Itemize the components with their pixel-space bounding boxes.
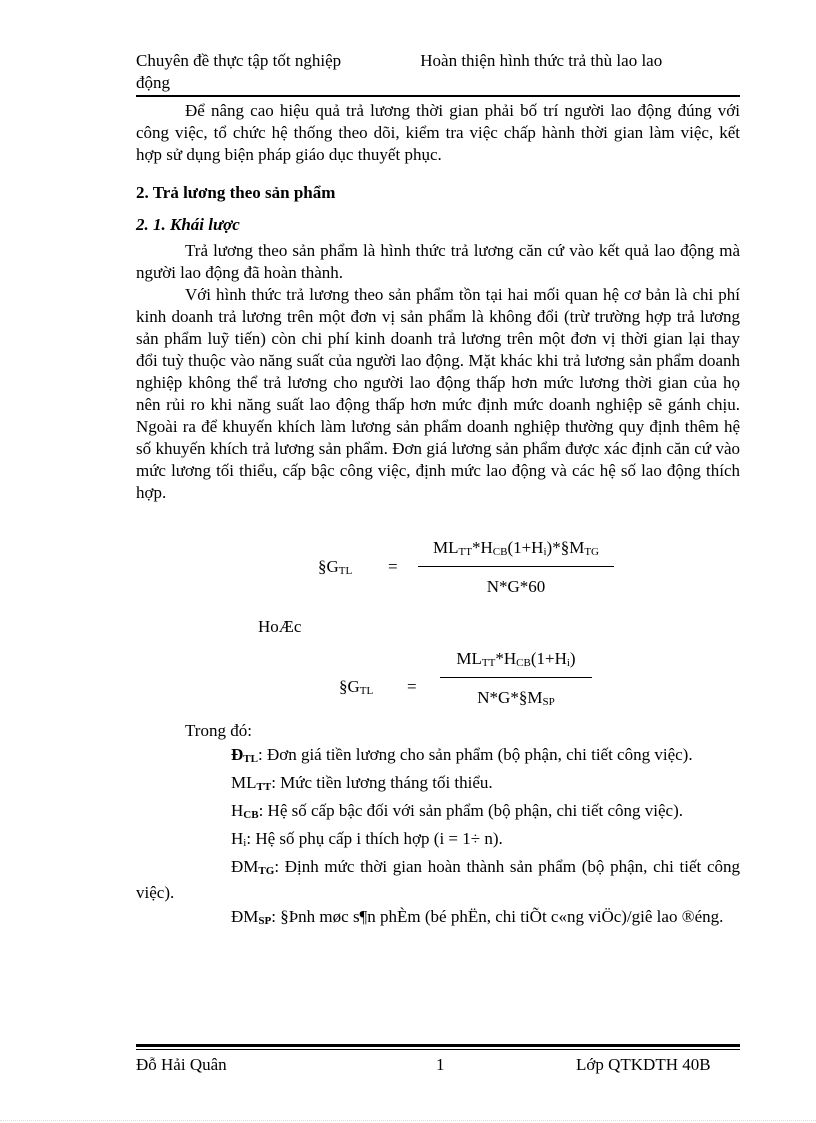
formula-2-numerator: $ML_{TT}*H_{CB}(1+H_i)$ [456, 649, 576, 669]
formula-2-bar [440, 677, 592, 678]
formula-1-fraction [418, 538, 614, 597]
definition-item: $ML_{TT}$: Mức tiền lương tháng tối thiểu. [231, 773, 493, 793]
footer-class: Lớp QTKDTH 40B [576, 1055, 711, 1074]
paragraph-2: Với hình thức trả lương theo sản phẩm tồn tại hai mối quan hệ cơ bản là chi phí kinh doanh trả lương trên một đơn vị sản phẩm là không đổi (trừ trường hợp trả lương sản phẩm luỹ tiến) còn chi phí kinh doanh trả lương trên một đơn vị thời gian lại thay đổi tuỳ thuộc vào năng suất của người lao động. Mặt khác khi trả lương sản phẩm doanh nghiệp không thể trả lương cho người lao động thấp hơn mức lương thời gian của họ nên rủi ro khi năng suất lao động thấp hơn mức định mức doanh nghiệp sẽ gánh chịu. Ngoài ra để khuyến khích làm lương sản phẩm doanh nghiệp thường quy định thêm hệ số khuyến khích trả lương sản phẩm. Đơn giá lương sản phẩm được xác định căn cứ vào mức lương tối thiểu, cấp bậc công việc, định mức lao động và các hệ số lao động thích hợp. [136, 285, 740, 502]
paragraph-1: Trả lương theo sản phẩm là hình thức trả lương căn cứ vào kết quả lao động mà người lao động đã hoàn thành. [136, 241, 740, 282]
formula-2-denominator: $N*G*\S M_{SP}$ [477, 688, 555, 708]
header-right: Hoàn thiện hình thức trả thù lao lao [420, 51, 663, 70]
header-left: Chuyên đề thực tập tốt nghiệp [136, 51, 342, 70]
definitions-list [136, 720, 740, 934]
formula-1-denominator: N*G*60 [486, 577, 546, 596]
footer-page-number: 1 [436, 1055, 445, 1074]
footer-rule-thin [136, 1049, 740, 1050]
formula-1-numerator: $ML_{TT}*H_{CB}(1+H_i)*\S M_{TG}$ [433, 538, 599, 558]
page-edge [0, 1120, 816, 1121]
header-wrap: động [136, 73, 170, 92]
footer-author: Đỗ Hải Quân [136, 1055, 227, 1074]
intro-paragraph: Để nâng cao hiệu quả trả lương thời gian phải bố trí người lao động đúng với công việc, tổ chức hệ thống theo dõi, kiểm tra việc chấp hành thời gian làm việc, kết hợp sử dụng biện pháp giáo dục thuyết phục. [136, 101, 740, 164]
formula-1-eq: = [388, 557, 398, 576]
where-label: Trong đó: [185, 721, 252, 740]
formula-2-eq: = [407, 677, 417, 696]
formula-2-fraction [440, 649, 592, 708]
page-header [136, 50, 740, 94]
formula-1-bar [418, 566, 614, 567]
or-label: HoÆc [258, 617, 302, 636]
footer-rule-thick [136, 1044, 740, 1047]
definition-item: $Đ_{TL}$: Đơn giá tiền lương cho sản phẩm (bộ phận, chi tiết công việc). [231, 745, 693, 765]
definition-item: $H_i$: Hệ số phụ cấp i thích hợp (i = 1÷ n). [231, 829, 503, 849]
section-heading: 2. Trả lương theo sản phẩm [136, 183, 336, 202]
definition-item: $ĐM_{SP}$: §Þnh møc s¶n phÈm (bé phËn, chi tiÕt c«ng viÖc)/giê lao ®éng. [231, 907, 724, 927]
formula-1-lhs: $\S G_{TL}$ [318, 557, 353, 577]
definition-item: $ĐM_{TG}$: Định mức thời gian hoàn thành sản phẩm (bộ phận, chi tiết công việc). [136, 857, 740, 902]
header-rule [136, 95, 740, 97]
document-body [136, 100, 740, 504]
formula-2-lhs: $\S G_{TL}$ [339, 677, 374, 697]
subsection-heading: 2. 1. Khái lược [136, 215, 240, 234]
definition-item: $H_{CB}$: Hệ số cấp bậc đối với sản phẩm (bộ phận, chi tiết công việc). [231, 801, 683, 821]
